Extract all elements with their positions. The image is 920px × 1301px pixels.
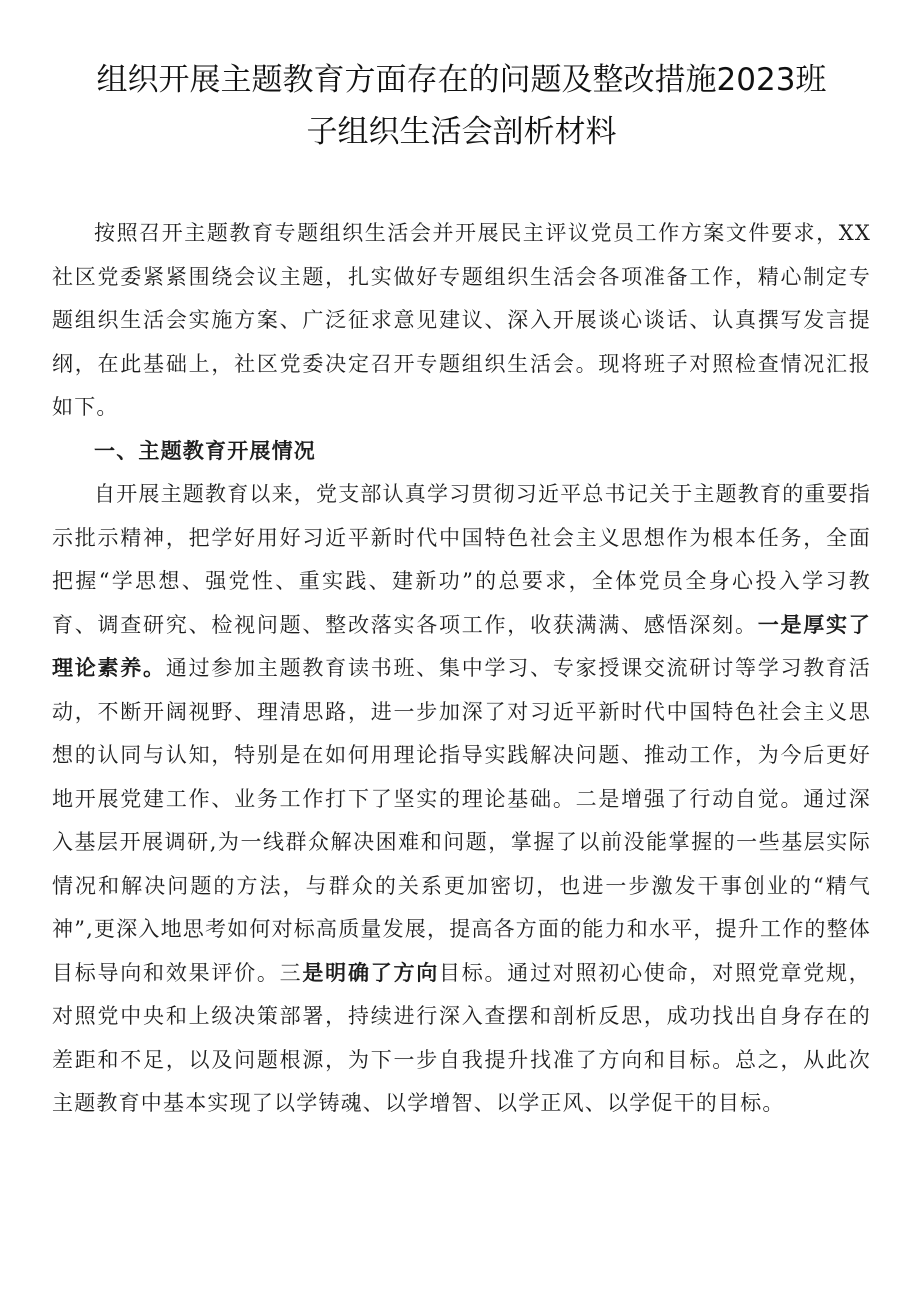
paragraph-text-c: 目标。通过对照初心使命，对照党章党规，对照党中央和上级决策部署，持续进行深入查摆和剖析反思，成功找出自身存在的差距和不足，以及问题根源，为下一步自我提升找准了方向和目标。总之，从此次主题教育中基本实现了以学铸魂、以学增智、以学正风、以学促干的目标。 — [52, 960, 871, 1115]
emphasis-direction: 是明确了方向 — [302, 960, 440, 985]
document-title — [52, 54, 871, 158]
title-line-1: 组织开展主题教育方面存在的问题及整改措施2023班 — [96, 62, 827, 98]
paragraph-text-a: 自开展主题教育以来，党支部认真学习贯彻习近平总书记关于主题教育的重要指示批示精神，把学好用好习近平新时代中国特色社会主义思想作为根本任务，全面把握“学思想、强党性、重实践、建新功”的总要求，全体党员全身心投入学习教育、调查研究、检视问题、整改落实各项工作，收获满满、感悟深刻。 — [52, 482, 871, 637]
section-heading-1: 一、主题教育开展情况 — [94, 438, 316, 463]
intro-paragraph: 按照召开主题教育专题组织生活会并开展民主评议党员工作方案文件要求，XX社区党委紧紧围绕会议主题，扎实做好专题组织生活会各项准备工作，精心制定专题组织生活会实施方案、广泛征求意见建议、深入开展谈心谈话、认真撰写发言提纲，在此基础上，社区党委决定召开专题组织生活会。现将班子对照检查情况汇报如下。 — [52, 221, 871, 419]
title-line-2: 子组织生活会剖析材料 — [306, 114, 617, 150]
document-body — [52, 212, 871, 1126]
paragraph-text-b: 通过参加主题教育读书班、集中学习、专家授课交流研讨等学习教育活动，不断开阔视野、理清思路，进一步加深了对习近平新时代中国特色社会主义思想的认同与认知，特别是在如何用理论指导实践解决问题、推动工作，为今后更好地开展党建工作、业务工作打下了坚实的理论基础。二是增强了行动自觉。通过深入基层开展调研,为一线群众解决困难和问题，掌握了以前没能掌握的一些基层实际情况和解决问题的方法，与群众的关系更加密切，也进一步激发干事创业的“精气神”,更深入地思考如何对标高质量发展，提高各方面的能力和水平，提升工作的整体目标导向和效果评价。三 — [52, 656, 872, 985]
emphasis-theory: 一是厚实了理论素养。 — [52, 612, 871, 680]
section-1-paragraph — [52, 473, 871, 1126]
